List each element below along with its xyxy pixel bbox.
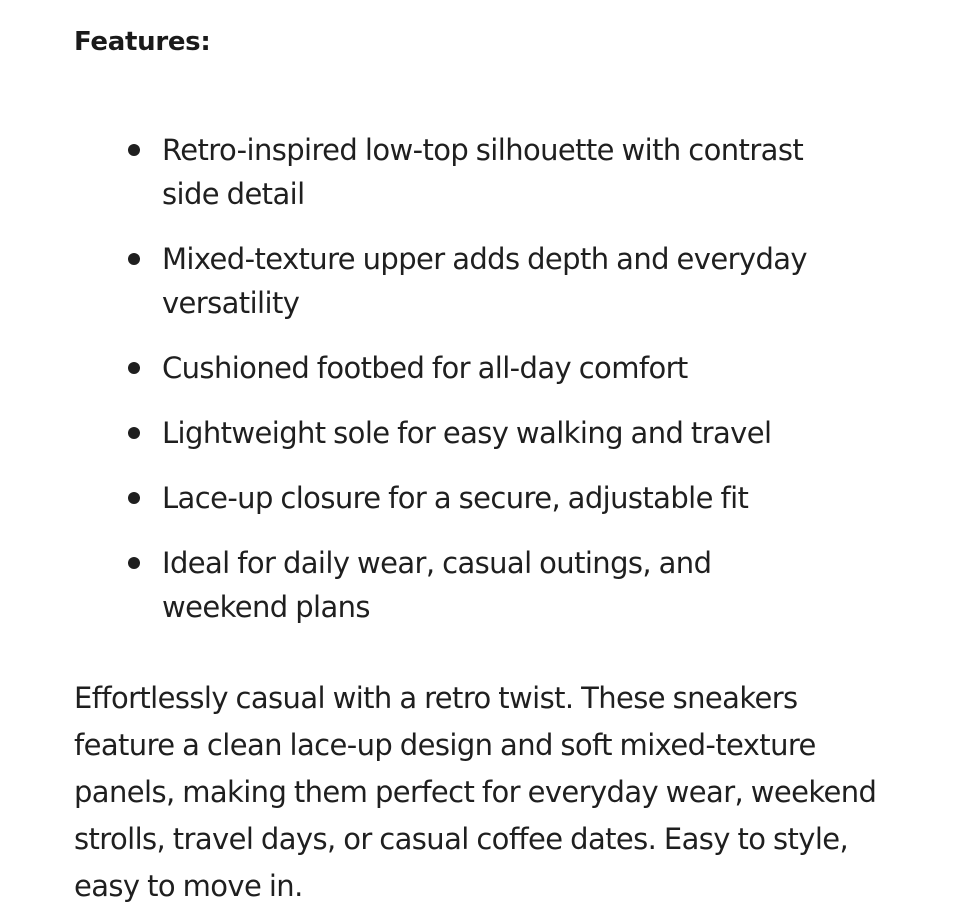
- feature-text: Ideal for daily wear, casual outings, and weekend plans: [162, 546, 712, 624]
- product-description-text: Effortlessly casual with a retro twist. These sneakers feature a clean lace-up design and soft mixed-texture panels, making them perfect for everyday wear, weekend strolls, travel days, or casual coffee dates. Easy to style, easy to move in.: [74, 681, 877, 903]
- feature-list-item: [126, 346, 834, 390]
- feature-text: Retro-inspired low-top silhouette with contrast side detail: [162, 133, 804, 211]
- feature-text: Lace-up closure for a secure, adjustable fit: [162, 481, 749, 515]
- feature-text: Lightweight sole for easy walking and travel: [162, 416, 772, 450]
- product-description-section: [74, 0, 914, 910]
- feature-list-item: [126, 128, 834, 216]
- feature-text: Mixed-texture upper adds depth and everyday versatility: [162, 242, 807, 320]
- feature-list-item: [126, 411, 834, 455]
- feature-text: Cushioned footbed for all-day comfort: [162, 351, 688, 385]
- feature-list-item: [126, 476, 834, 520]
- features-list: [74, 128, 834, 629]
- feature-list-item: [126, 237, 834, 325]
- features-heading: Features:: [74, 27, 211, 57]
- feature-list-item: [126, 541, 834, 629]
